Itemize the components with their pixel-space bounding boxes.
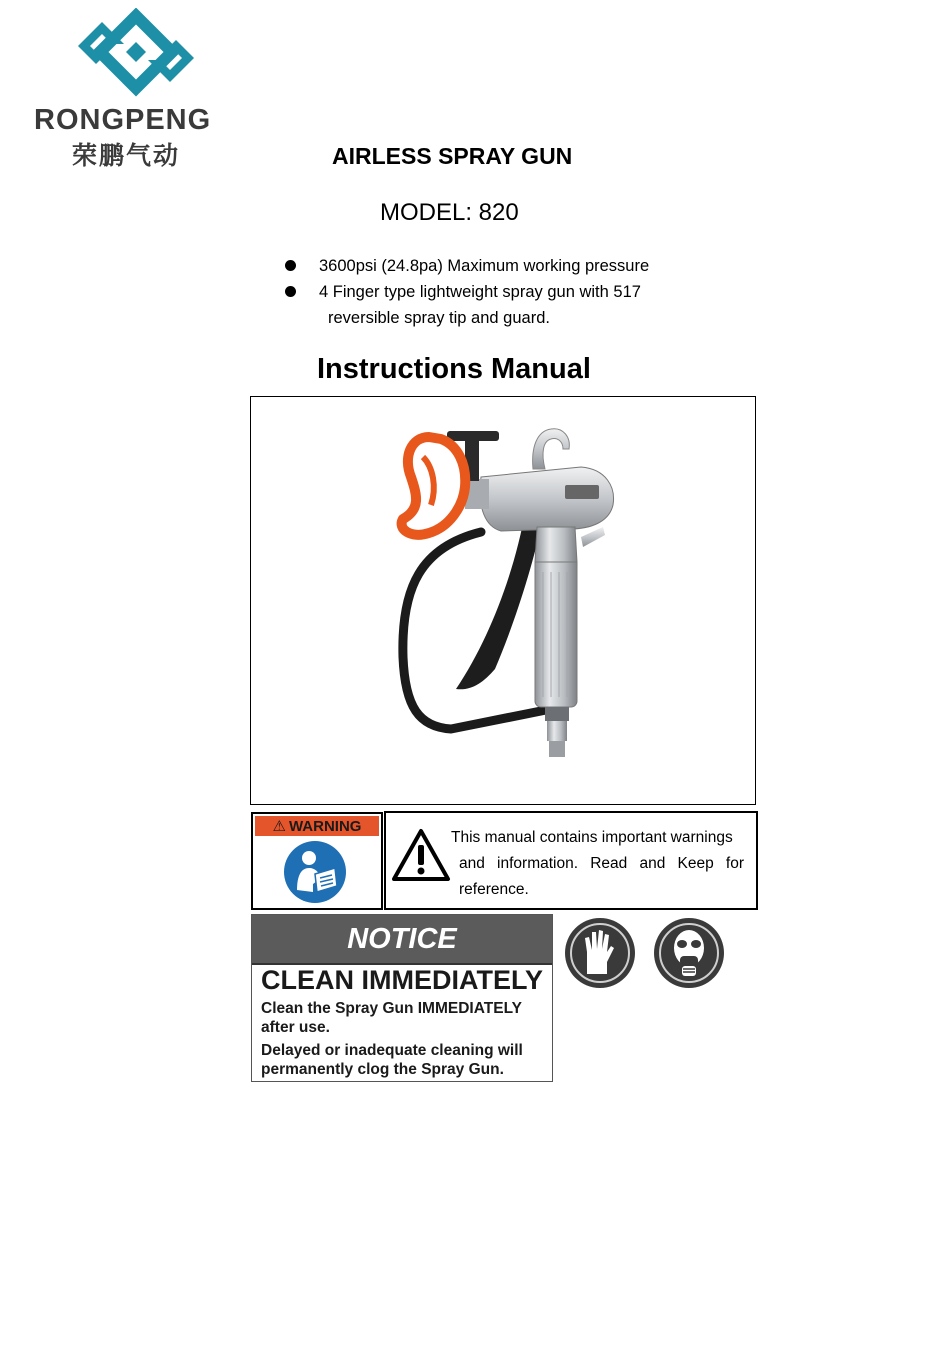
list-item — [285, 279, 705, 305]
notice-line2: Delayed or inadequate cleaning will permanently clog the Spray Gun. — [261, 1042, 523, 1078]
brand-name: RONGPENG — [34, 104, 212, 136]
warning-header — [255, 816, 379, 836]
feature-list — [285, 253, 705, 331]
warning-info-box — [384, 811, 758, 910]
respirator-mask-icon — [652, 916, 726, 990]
warning-triangle-icon: ⚠ — [272, 818, 286, 835]
warning-text-rest: and information. Read and Keep for reference. — [459, 855, 744, 898]
feature-text: 4 Finger type lightweight spray gun with 517 — [319, 283, 641, 301]
rongpeng-logo-icon — [72, 8, 200, 98]
bullet-icon — [285, 260, 296, 271]
warning-label — [251, 812, 383, 910]
notice-header: NOTICE — [252, 915, 552, 965]
list-item — [285, 253, 705, 279]
brand-name-cn: 荣鹏气动 — [72, 141, 181, 170]
feature-text: 3600psi (24.8pa) Maximum working pressure — [319, 257, 650, 275]
product-photo-frame — [250, 396, 756, 805]
notice-box — [251, 914, 553, 1082]
feature-text-continued: reversible spray tip and guard. — [328, 309, 550, 327]
warning-label-text: WARNING — [288, 817, 362, 835]
warning-text-line1: This manual contains important warnings — [451, 829, 733, 846]
spray-gun-image — [251, 397, 755, 804]
manual-title: Instructions Manual — [317, 353, 591, 385]
gloves-icon — [563, 916, 637, 990]
caution-triangle-icon — [390, 827, 452, 883]
bullet-icon — [285, 286, 296, 297]
read-manual-icon — [283, 840, 347, 904]
notice-line1: Clean the Spray Gun IMMEDIATELY after use. — [261, 1000, 522, 1036]
notice-title: CLEAN IMMEDIATELY — [261, 965, 544, 995]
model-number: MODEL: 820 — [380, 199, 519, 226]
warning-info-text — [450, 825, 744, 903]
document-title: AIRLESS SPRAY GUN — [332, 143, 573, 169]
